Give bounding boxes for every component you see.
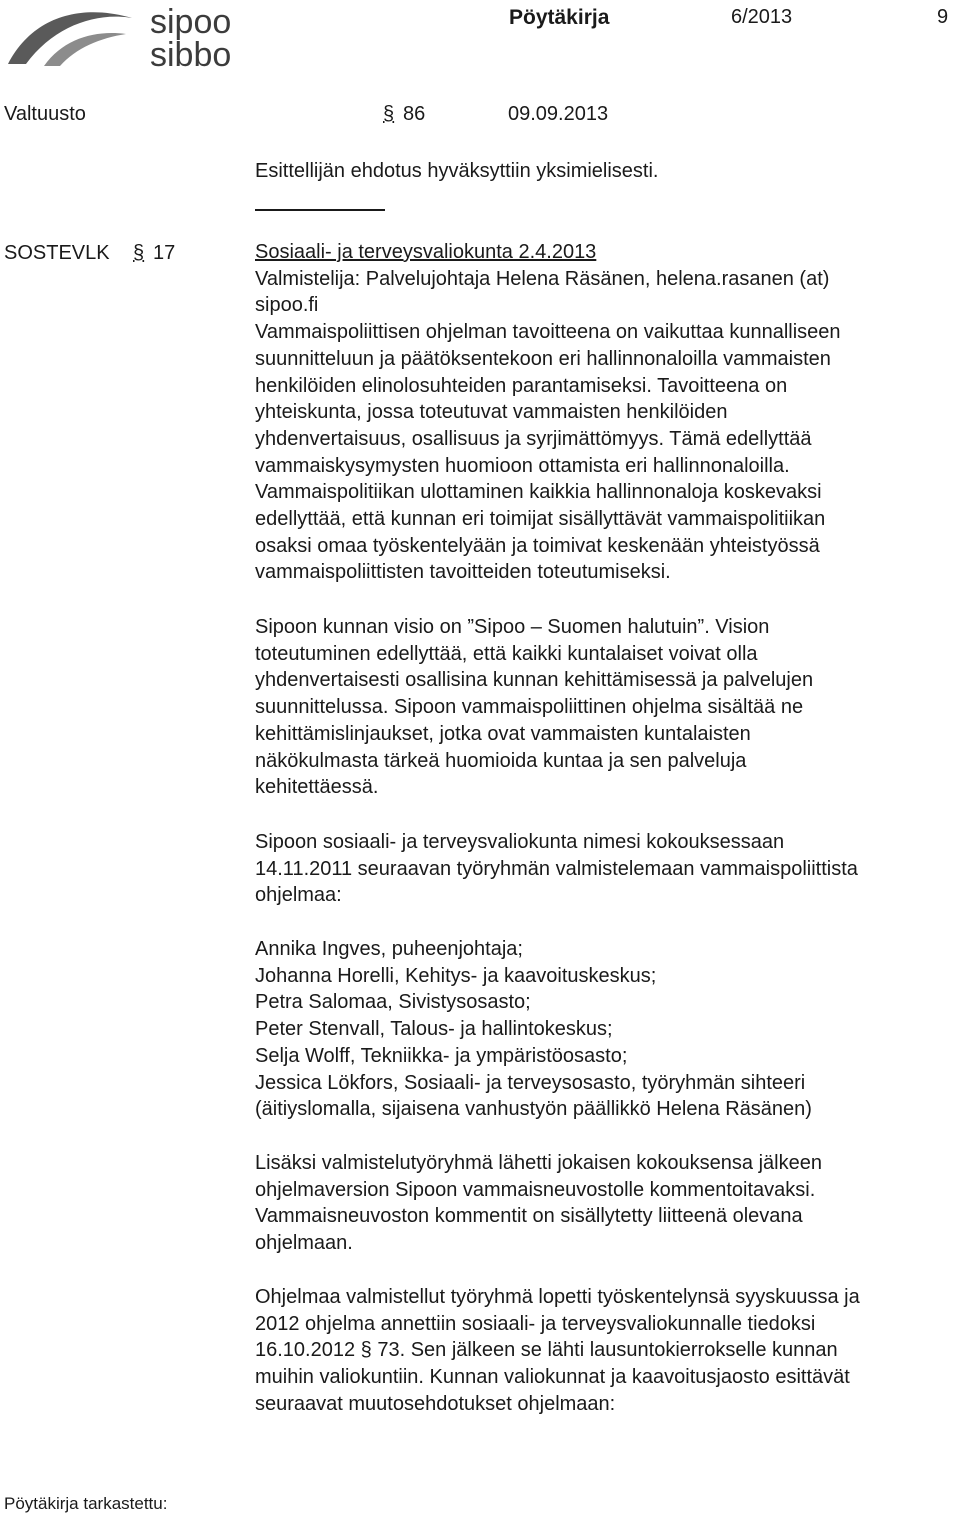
item-code: SOSTEVLK (4, 242, 110, 264)
meeting-body: Valtuusto (4, 103, 86, 125)
paragraph-disability-council (255, 1150, 822, 1257)
member-item: (äitiyslomalla, sijaisena vanhustyön päällikkö Helena Räsänen) (255, 1098, 812, 1121)
minutes-checked-label: Pöytäkirja tarkastettu: (4, 1494, 168, 1513)
paragraph-line: Sipoon kunnan visio on ”Sipoo – Suomen halutuin”. Vision (255, 616, 770, 638)
paragraph-line: ohjelmaversion Sipoon vammaisneuvostolle kommentoitavaksi. (255, 1178, 816, 1201)
member-list (255, 936, 812, 1123)
paragraph-line: näkökulmasta tärkeä huomioida kuntaa ja sen palveluja (255, 749, 747, 772)
paragraph-working-group (255, 829, 858, 909)
paragraph-line: Vammaispoliittisen ohjelman tavoitteena on vaikuttaa kunnalliseen (255, 321, 841, 344)
member-item: Johanna Horelli, Kehitys- ja kaavoituskeskus; (255, 964, 657, 987)
member-item: Selja Wolff, Tekniikka- ja ympäristöosasto; (255, 1044, 628, 1067)
member-item: Jessica Lökfors, Sosiaali- ja terveysosasto, työryhmän sihteeri (255, 1071, 806, 1094)
paragraph-line: Lisäksi valmistelutyöryhmä lähetti jokaisen kokouksensa jälkeen (255, 1152, 822, 1174)
paragraph-consultation (255, 1284, 860, 1418)
paragraph-line: ohjelmaa: (255, 884, 342, 907)
paragraph-background (255, 239, 841, 586)
logo-text-sipoo: sipoo (150, 3, 232, 41)
paragraph-line: kehitettäessä. (255, 776, 379, 799)
paragraph-line: yhdenvertaisuus, osallisuus ja syrjimättömyys. Tämä edellyttää (255, 427, 812, 450)
paragraph-line: Vammaispolitiikan ulottaminen kaikkia hallinnonaloja koskevaksi (255, 481, 822, 504)
section-symbol: § (383, 103, 395, 125)
member-item: Petra Salomaa, Sivistysosasto; (255, 991, 531, 1014)
paragraph-line: Ohjelmaa valmistellut työryhmä lopetti työskentelynsä syyskuussa ja (255, 1286, 860, 1308)
sipoo-sibbo-logo (4, 0, 254, 78)
member-item: Annika Ingves, puheenjohtaja; (255, 938, 523, 960)
paragraph-line: muihin valiokuntiin. Kunnan valiokunnat ja kaavoitusjaosto esittävät (255, 1366, 850, 1389)
paragraph-line: Sipoon sosiaali- ja terveysvaliokunta nimesi kokouksessaan (255, 831, 785, 853)
paragraph-vision (255, 614, 813, 801)
meeting-date: 09.09.2013 (508, 103, 609, 125)
paragraph-line: suunnitteluun ja päätöksentekoon eri hallinnonaloilla vammaisten (255, 347, 831, 370)
paragraph-line: kehittämislinjaukset, jotka ovat vammaisten kuntalaisten (255, 722, 751, 745)
logo-swoosh-icon (4, 4, 136, 70)
paragraph-line: osaksi omaa työskentelyään ja toimivat keskenään yhteistyössä (255, 534, 820, 557)
paragraph-line: toteutuminen edellyttää, että kaikki kuntalaiset voivat olla (255, 642, 758, 665)
paragraph-line: vammaiskysymysten huomioon ottamista eri hallinnonaloilla. (255, 454, 790, 477)
member-item: Peter Stenvall, Talous- ja hallintokeskus; (255, 1018, 613, 1041)
decision-text: Esittellijän ehdotus hyväksyttiin yksimielisesti. (255, 160, 659, 182)
paragraph-line: vammaispoliittisten tavoitteiden toteutumiseksi. (255, 561, 671, 584)
paragraph-line: Sosiaali- ja terveysvaliokunta 2.4.2013 (255, 241, 597, 263)
paragraph-line: 16.10.2012 § 73. Sen jälkeen se lähti lausuntokierrokselle kunnan (255, 1339, 838, 1362)
paragraph-line: suunnittelussa. Sipoon vammaispoliittinen ohjelma sisältää ne (255, 696, 804, 719)
item-section-number: 17 (153, 242, 176, 264)
section-number: 86 (403, 103, 426, 125)
document-number: 6/2013 (731, 6, 793, 28)
separator-line (255, 209, 385, 211)
paragraph-line: Vammaisneuvoston kommentit on sisällytetty liitteenä olevana (255, 1205, 803, 1228)
paragraph-line: henkilöiden elinolosuhteiden parantamiseksi. Tavoitteena on (255, 374, 788, 397)
paragraph-line: ohjelmaan. (255, 1232, 353, 1255)
paragraph-line: seuraavat muutosehdotukset ohjelmaan: (255, 1392, 616, 1415)
paragraph-line: sipoo.fi (255, 294, 319, 317)
paragraph-line: 2012 ohjelma annettiin sosiaali- ja terveysvaliokunnalle tiedoksi (255, 1312, 816, 1335)
paragraph-line: edellyttää, että kunnan eri toimijat sisällyttävät vammaispolitiikan (255, 508, 826, 531)
logo-text-sibbo: sibbo (150, 36, 232, 74)
paragraph-line: 14.11.2011 seuraavan työryhmän valmistelemaan vammaispoliittista (255, 857, 858, 880)
document-title: Pöytäkirja (509, 6, 610, 29)
paragraph-line: yhteiskunta, jossa toteutuvat vammaisten henkilöiden (255, 401, 728, 424)
paragraph-line: yhdenvertaisesti osallisina kunnan kehittämisessä ja palvelujen (255, 669, 814, 692)
paragraph-line: Valmistelija: Palvelujohtaja Helena Räsänen, helena.rasanen (at) (255, 267, 830, 290)
page-number: 9 (937, 6, 949, 28)
item-section-symbol: § (133, 242, 145, 264)
